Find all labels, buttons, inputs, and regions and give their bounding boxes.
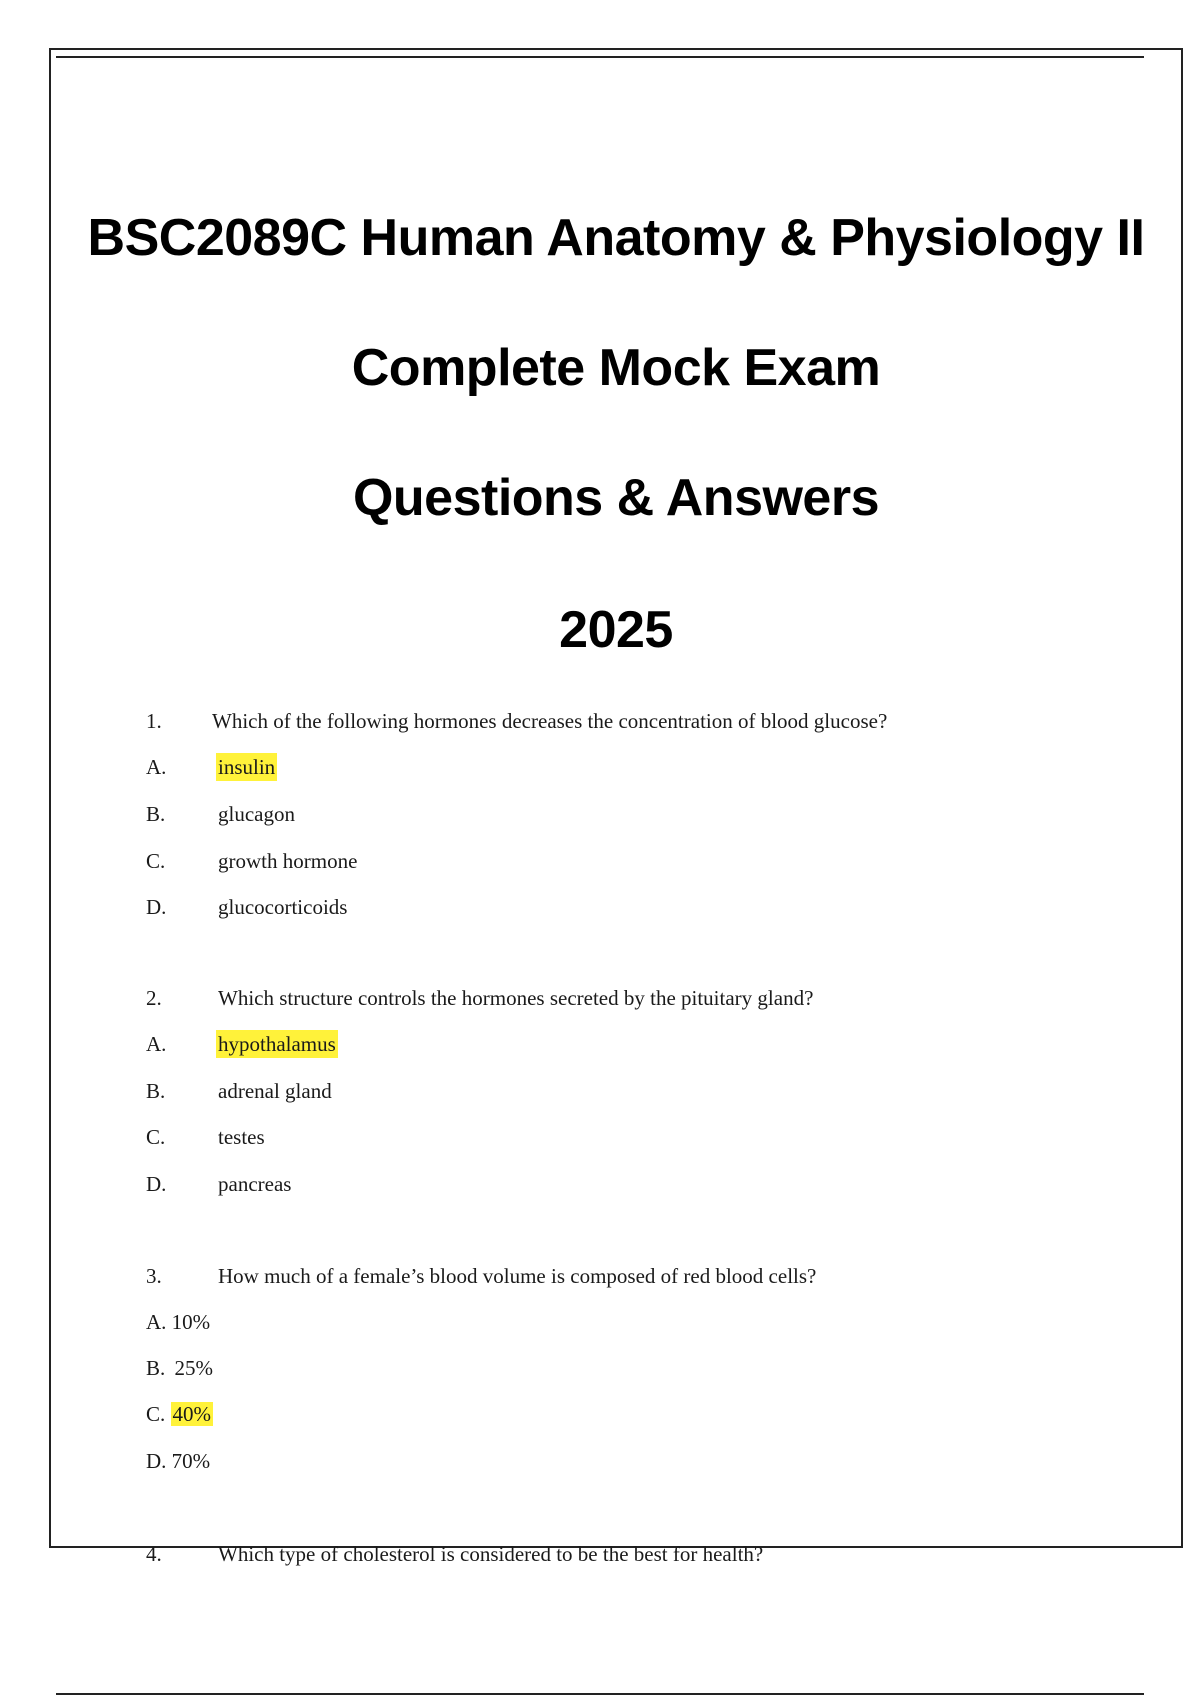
option-text: 25% bbox=[174, 1356, 214, 1380]
top-rule bbox=[56, 56, 1144, 58]
question-3-number: 3. bbox=[146, 1264, 162, 1288]
course-title: BSC2089C Human Anatomy & Physiology II bbox=[87, 209, 1145, 267]
option-letter: B. bbox=[146, 1356, 166, 1380]
option-letter: D. bbox=[146, 1172, 167, 1196]
question-2-text: Which structure controls the hormones secreted by the pituitary gland? bbox=[218, 986, 814, 1010]
question-4-number: 4. bbox=[146, 1542, 162, 1566]
question-1-number: 1. bbox=[146, 709, 162, 733]
option-text: 10% bbox=[171, 1310, 211, 1334]
option-letter: A. bbox=[146, 755, 167, 779]
exam-year: 2025 bbox=[559, 601, 673, 659]
option-letter: A. bbox=[146, 1032, 167, 1056]
option-text: testes bbox=[218, 1125, 265, 1149]
option-letter: C. bbox=[146, 1125, 166, 1149]
question-3-text: How much of a female’s blood volume is composed of red blood cells? bbox=[218, 1264, 817, 1288]
option-letter: A. bbox=[146, 1310, 167, 1334]
question-2-number: 2. bbox=[146, 986, 162, 1010]
option-letter: C. bbox=[146, 849, 166, 873]
option-text: glucocorticoids bbox=[218, 895, 348, 919]
question-3-option-a bbox=[146, 1308, 210, 1336]
question-1-text: Which of the following hormones decreases the concentration of blood glucose? bbox=[212, 709, 888, 733]
question-3-option-d bbox=[146, 1447, 210, 1475]
option-letter: B. bbox=[146, 802, 166, 826]
exam-title: Complete Mock Exam bbox=[351, 339, 881, 397]
bottom-rule bbox=[56, 1693, 1144, 1695]
option-text-correct: hypothalamus bbox=[218, 1032, 336, 1056]
option-text: 70% bbox=[171, 1449, 211, 1473]
option-letter: D. bbox=[146, 1449, 167, 1473]
option-letter: D. bbox=[146, 895, 167, 919]
page-border-frame bbox=[49, 48, 1183, 1548]
option-text-correct: insulin bbox=[218, 755, 276, 779]
option-letter: C. bbox=[146, 1402, 166, 1426]
option-text: glucagon bbox=[218, 802, 295, 826]
question-4-text: Which type of cholesterol is considered to be the best for health? bbox=[218, 1542, 764, 1566]
exam-subtitle: Questions & Answers bbox=[352, 469, 880, 527]
question-3-option-b bbox=[146, 1354, 213, 1382]
option-text-correct: 40% bbox=[172, 1402, 212, 1426]
option-text: pancreas bbox=[218, 1172, 292, 1196]
question-3-option-c bbox=[146, 1400, 213, 1428]
option-letter: B. bbox=[146, 1079, 166, 1103]
option-text: adrenal gland bbox=[218, 1079, 332, 1103]
option-text: growth hormone bbox=[218, 849, 358, 873]
